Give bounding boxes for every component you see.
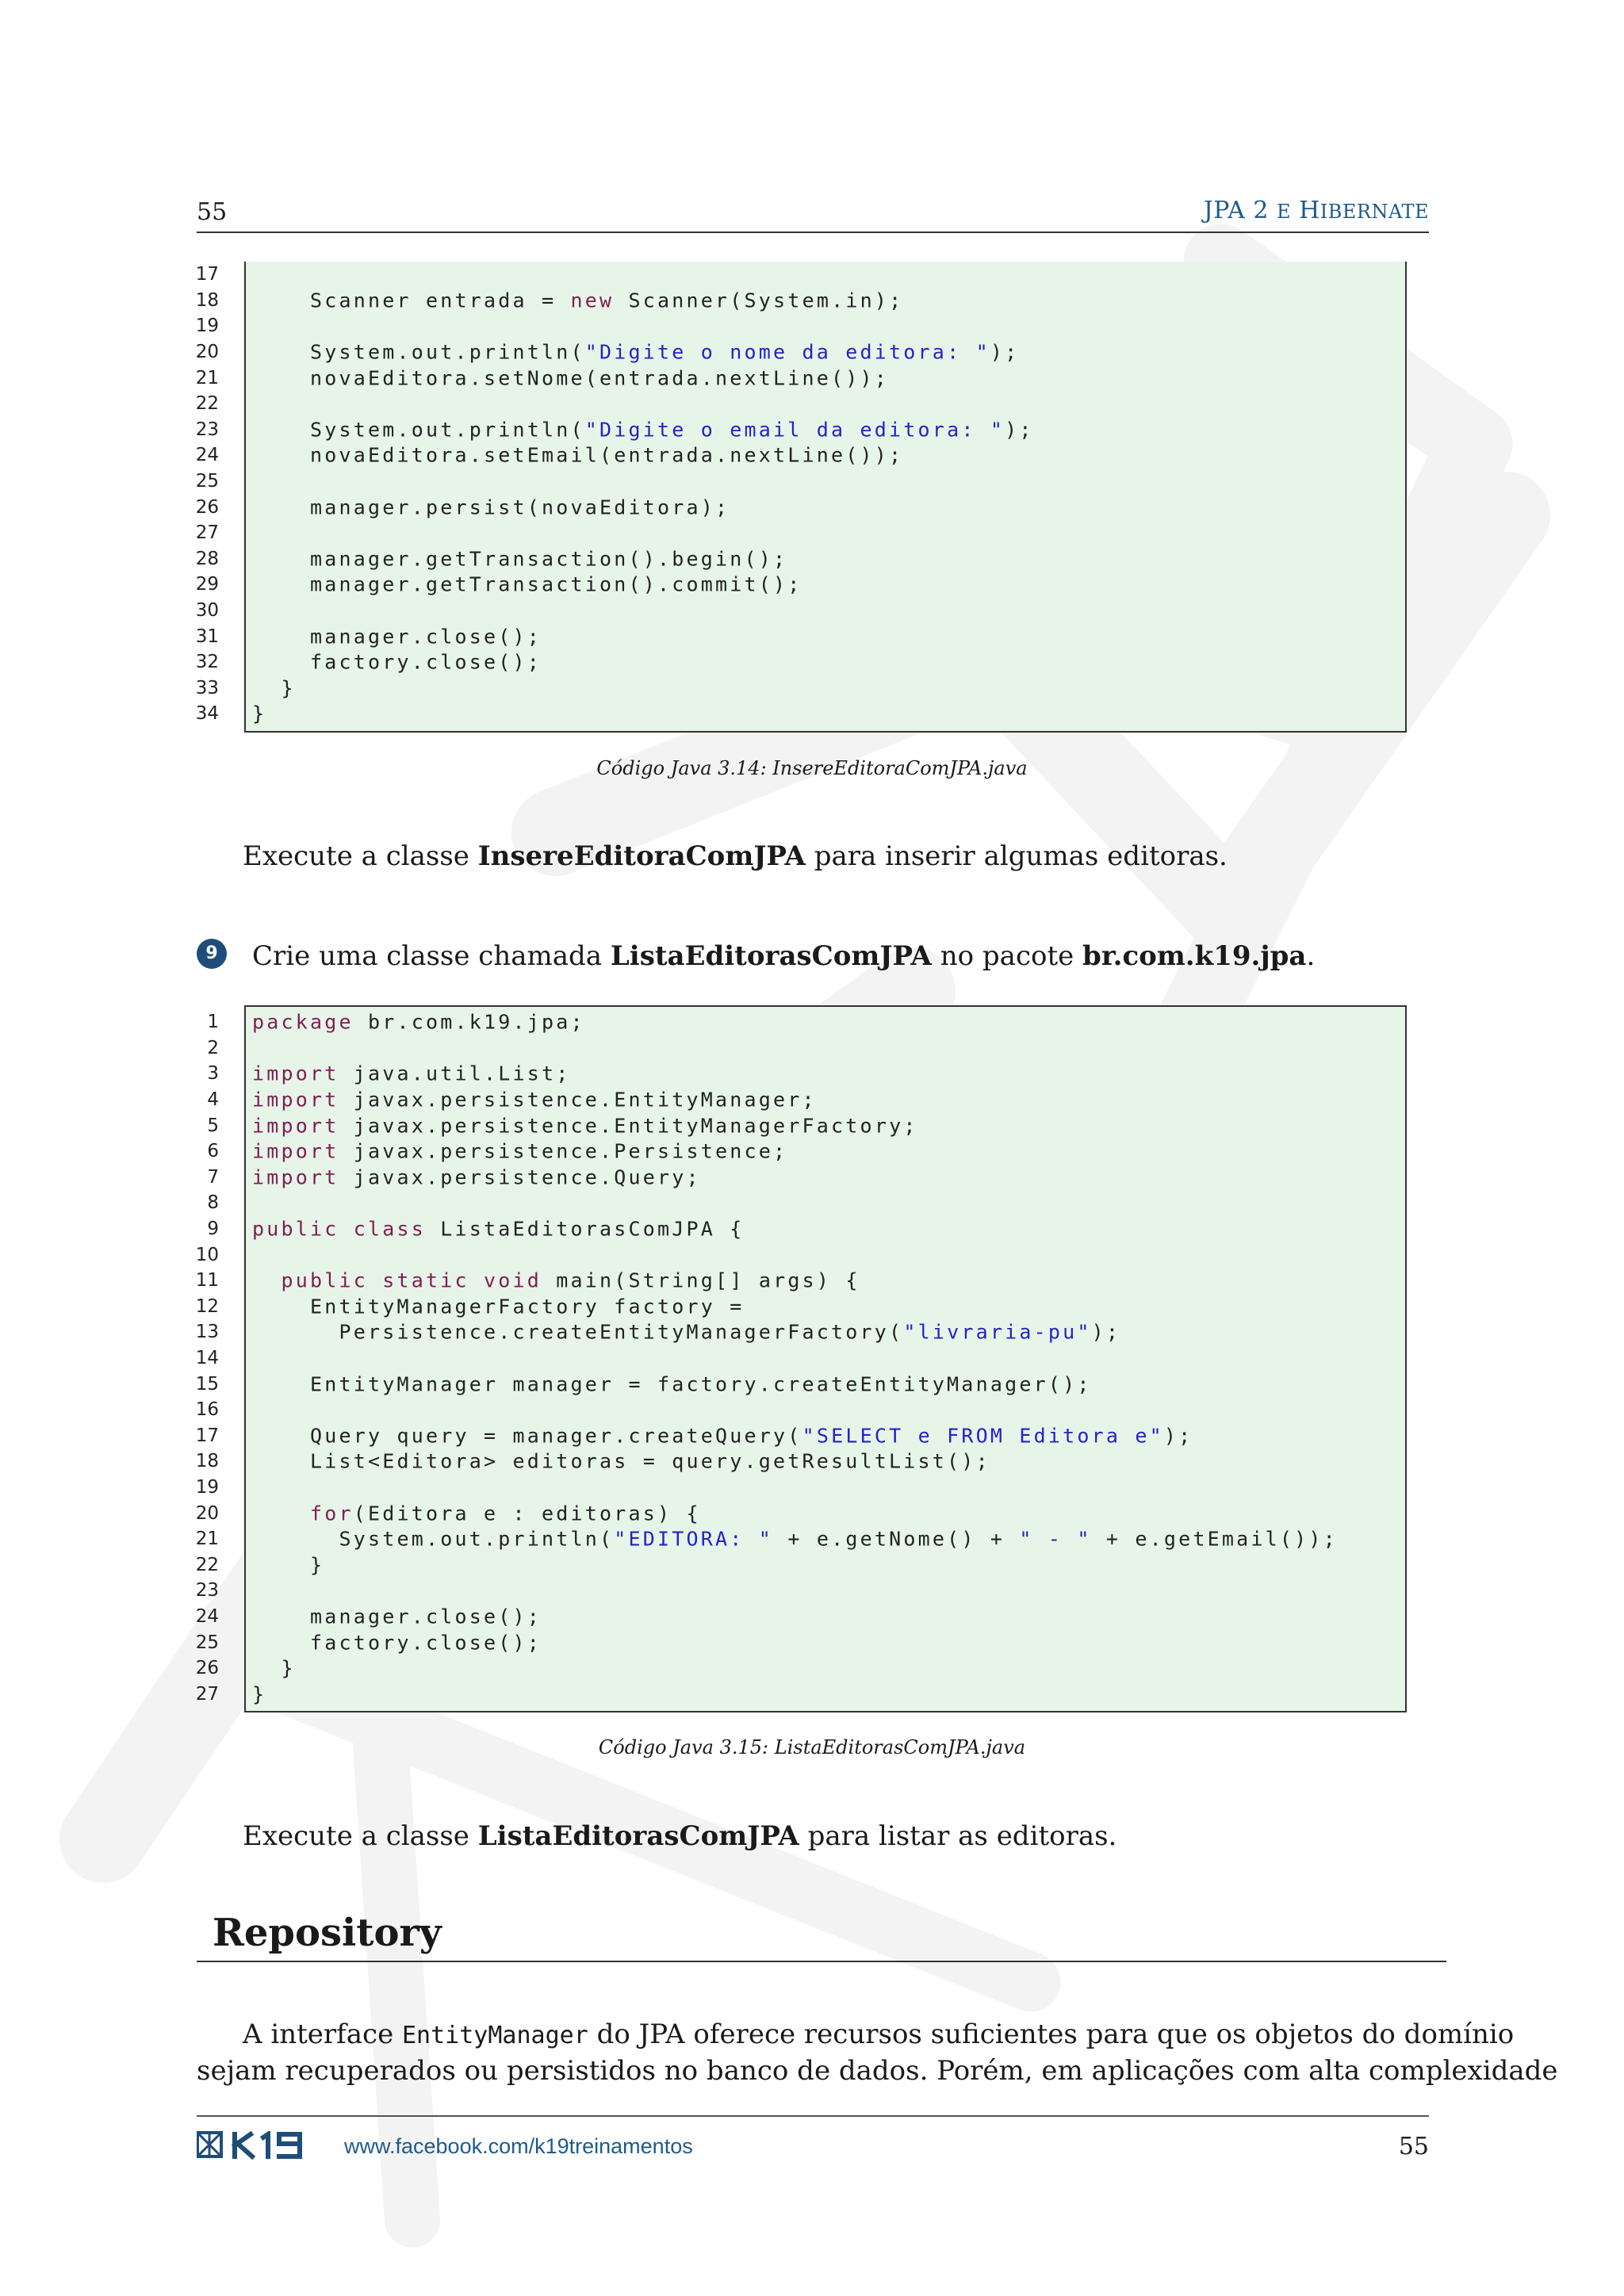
line-number: 18 <box>195 1451 219 1472</box>
code-line <box>190 1345 1408 1372</box>
code-line <box>190 494 1408 520</box>
line-number: 11 <box>195 1270 219 1292</box>
code-line <box>190 469 1408 495</box>
code-text <box>252 1089 817 1112</box>
line-number: 19 <box>195 1476 219 1498</box>
code-text <box>252 496 730 519</box>
code-token: Scanner(System.in); <box>614 289 904 312</box>
code-line <box>190 1112 1408 1138</box>
code-text <box>252 1502 701 1525</box>
code-string: "Digite o nome da editora: " <box>584 340 990 364</box>
code-token: javax.persistence.Persistence; <box>339 1139 788 1163</box>
code-line <box>190 1319 1408 1345</box>
code-keyword: new <box>570 289 615 312</box>
code-token <box>252 1502 310 1525</box>
code-text <box>252 418 1034 441</box>
k19-logo <box>197 2131 324 2163</box>
code-text <box>252 573 802 596</box>
code-token: manager.close(); <box>252 1605 542 1628</box>
code-line <box>190 288 1408 314</box>
code-line <box>190 1035 1408 1062</box>
code-token: factory.close(); <box>252 650 542 674</box>
line-number: 21 <box>195 1529 219 1550</box>
code-token: System.out.println( <box>252 1527 615 1551</box>
code-line <box>190 442 1408 469</box>
code-text <box>252 1218 745 1241</box>
step-number-badge: 9 <box>197 939 227 969</box>
line-number: 20 <box>195 1502 219 1524</box>
line-number: 12 <box>195 1295 219 1317</box>
code-token: main(String[] args) { <box>542 1269 860 1292</box>
line-number: 5 <box>207 1115 219 1136</box>
line-number: 16 <box>195 1399 219 1421</box>
code-text <box>252 1682 266 1705</box>
footer-page-number: 55 <box>1398 2133 1429 2160</box>
code-keyword: public class <box>252 1217 427 1241</box>
code-line <box>190 313 1408 339</box>
section-rule <box>197 1961 1446 1962</box>
code-line <box>190 365 1408 391</box>
header-title: JPA 2 E HIBERNATE <box>1203 197 1429 224</box>
line-number: 32 <box>195 652 219 673</box>
code-token: java.util.List; <box>339 1062 571 1085</box>
code-token: novaEditora.setEmail(entrada.nextLine()); <box>252 443 904 467</box>
line-number: 1 <box>207 1012 219 1033</box>
line-number: 25 <box>195 471 219 492</box>
code-line <box>190 520 1408 546</box>
line-number: 7 <box>207 1166 219 1188</box>
section-title: Repository <box>213 1911 442 1955</box>
code-text <box>252 1295 745 1318</box>
code-token: javax.persistence.EntityManager; <box>339 1088 817 1112</box>
code-text <box>252 341 1019 364</box>
paragraph-repository-line1: A interface EntityManager do JPA oferece recursos suficientes para que os objetos do domínio <box>243 2019 1515 2050</box>
line-number: 19 <box>195 316 219 337</box>
code-text <box>252 289 903 312</box>
code-line <box>190 1061 1408 1087</box>
header-page-number: 55 <box>197 198 228 226</box>
line-number: 22 <box>195 1554 219 1575</box>
code-line <box>190 1655 1408 1682</box>
code-line <box>190 1448 1408 1475</box>
code-line <box>190 1578 1408 1604</box>
code-keyword: for <box>310 1502 354 1525</box>
code-token: Query query = manager.createQuery( <box>252 1424 802 1448</box>
code-line <box>190 1526 1408 1552</box>
code-line <box>190 1552 1408 1578</box>
code-text <box>252 1528 1338 1551</box>
code-keyword: import <box>252 1088 339 1112</box>
code-string: " - " <box>1019 1527 1092 1551</box>
code-text <box>252 651 542 674</box>
line-number: 4 <box>207 1089 219 1111</box>
code-line <box>190 417 1408 443</box>
line-number: 6 <box>207 1141 219 1162</box>
code-line <box>190 262 1408 288</box>
line-number: 17 <box>195 264 219 285</box>
code-keyword: import <box>252 1114 339 1138</box>
paragraph-execute-insere: Execute a classe InsereEditoraComJPA para inserir algumas editoras. <box>243 840 1228 872</box>
code-token: + e.getNome() + <box>773 1527 1020 1551</box>
code-text <box>252 1321 1120 1344</box>
code-token: manager.close(); <box>252 625 542 649</box>
code-token: factory.close(); <box>252 1631 542 1655</box>
line-number: 2 <box>207 1037 219 1058</box>
code-text <box>252 1165 701 1188</box>
line-number: 27 <box>195 522 219 544</box>
code-line <box>190 1629 1408 1655</box>
code-text <box>252 1114 918 1137</box>
code-token: manager.getTransaction().begin(); <box>252 547 788 571</box>
code-line <box>190 649 1408 675</box>
code-text <box>252 1140 787 1163</box>
line-number: 22 <box>195 393 219 415</box>
code-token: EntityManager manager = factory.createEntityManager(); <box>252 1372 1092 1396</box>
code-keyword: import <box>252 1062 339 1085</box>
code-token: } <box>252 676 296 700</box>
code-line <box>190 1190 1408 1216</box>
code-line <box>190 391 1408 417</box>
code-string: "livraria-pu" <box>903 1320 1092 1344</box>
line-number: 24 <box>195 1605 219 1627</box>
code-token: Scanner entrada = <box>252 289 571 312</box>
code-caption-2: Código Java 3.15: ListaEditorasComJPA.java <box>598 1736 1026 1758</box>
code-text <box>252 1372 1092 1395</box>
code-token: EntityManagerFactory factory = <box>252 1295 745 1318</box>
code-token: Persistence.createEntityManagerFactory( <box>252 1320 904 1344</box>
k19-logo-icon <box>197 2131 324 2160</box>
code-line <box>190 1397 1408 1423</box>
code-text <box>252 1631 542 1654</box>
code-token: System.out.println( <box>252 418 585 442</box>
code-token: javax.persistence.Query; <box>339 1165 701 1189</box>
line-number: 27 <box>195 1683 219 1705</box>
code-text <box>252 702 266 725</box>
code-line <box>190 339 1408 365</box>
line-number: 29 <box>195 574 219 595</box>
code-line <box>190 1138 1408 1165</box>
code-keyword: import <box>252 1165 339 1189</box>
code-line <box>190 598 1408 624</box>
line-number: 17 <box>195 1425 219 1446</box>
code-line <box>190 1009 1408 1035</box>
code-line <box>190 546 1408 572</box>
code-block-2 <box>190 1009 1408 1707</box>
code-string: "Digite o email da editora: " <box>584 418 1005 442</box>
line-number: 14 <box>195 1348 219 1369</box>
line-number: 23 <box>195 1580 219 1601</box>
code-token: ); <box>1005 418 1034 442</box>
code-line <box>190 1087 1408 1113</box>
code-token: manager.persist(novaEditora); <box>252 496 730 519</box>
code-line <box>190 623 1408 649</box>
code-token: javax.persistence.EntityManagerFactory; <box>339 1114 918 1138</box>
code-text <box>252 366 889 389</box>
code-token: System.out.println( <box>252 340 585 364</box>
code-line <box>190 701 1408 727</box>
code-token: } <box>252 1553 325 1577</box>
code-token: ); <box>1163 1424 1193 1448</box>
code-text <box>252 1424 1193 1447</box>
header-rule <box>197 232 1429 233</box>
line-number: 9 <box>207 1219 219 1240</box>
line-number: 26 <box>195 1658 219 1679</box>
code-text <box>252 625 542 648</box>
code-text <box>252 1011 585 1034</box>
code-line <box>190 1294 1408 1320</box>
code-line <box>190 1165 1408 1191</box>
line-number: 24 <box>195 445 219 466</box>
code-token: } <box>252 702 267 725</box>
line-number: 15 <box>195 1373 219 1395</box>
code-line <box>190 1681 1408 1707</box>
code-token: ListaEditorasComJPA { <box>426 1217 745 1241</box>
code-token: (Editora e : editoras) { <box>353 1502 701 1525</box>
paragraph-repository-line2: sejam recuperados ou persistidos no banco de dados. Porém, em aplicações com alta complexidade <box>197 2055 1558 2087</box>
line-number: 3 <box>207 1063 219 1085</box>
code-string: "SELECT e FROM Editora e" <box>802 1424 1164 1448</box>
code-string: "EDITORA: " <box>614 1527 774 1551</box>
line-number: 13 <box>195 1322 219 1343</box>
code-token: ); <box>1091 1320 1121 1344</box>
code-line <box>190 675 1408 702</box>
code-line <box>190 1242 1408 1268</box>
code-text <box>252 1269 860 1292</box>
line-number: 28 <box>195 548 219 569</box>
code-line <box>190 1500 1408 1526</box>
code-line <box>190 1216 1408 1242</box>
code-keyword: package <box>252 1010 354 1034</box>
step-instruction: Crie uma classe chamada ListaEditorasComJPA no pacote br.com.k19.jpa. <box>252 940 1316 972</box>
line-number: 8 <box>207 1192 219 1214</box>
code-text <box>252 676 296 699</box>
code-token: List<Editora> editoras = query.getResultList(); <box>252 1449 990 1473</box>
line-number: 25 <box>195 1632 219 1653</box>
line-number: 18 <box>195 289 219 311</box>
paragraph-execute-lista: Execute a classe ListaEditorasComJPA para listar as editoras. <box>243 1820 1117 1852</box>
code-line <box>190 572 1408 598</box>
line-number: 26 <box>195 496 219 518</box>
code-line <box>190 1268 1408 1294</box>
line-number: 33 <box>195 677 219 698</box>
code-token: br.com.k19.jpa; <box>353 1010 585 1034</box>
code-text <box>252 547 787 570</box>
code-text <box>252 444 903 467</box>
line-number: 10 <box>195 1244 219 1265</box>
code-token: manager.getTransaction().commit(); <box>252 572 802 596</box>
code-text <box>252 1553 324 1576</box>
code-line <box>190 1423 1408 1449</box>
footer-rule <box>197 2115 1429 2117</box>
code-line <box>190 1475 1408 1501</box>
line-number: 23 <box>195 419 219 440</box>
code-line <box>190 1371 1408 1397</box>
code-text <box>252 1062 571 1085</box>
code-token: novaEditora.setNome(entrada.nextLine()); <box>252 366 890 390</box>
code-text <box>252 1605 542 1628</box>
code-token: } <box>252 1682 267 1706</box>
code-keyword: public static void <box>281 1269 542 1292</box>
line-number: 31 <box>195 626 219 647</box>
line-number: 20 <box>195 342 219 363</box>
code-token <box>252 1269 282 1292</box>
code-block-1 <box>190 262 1408 727</box>
code-text <box>252 1450 990 1473</box>
code-token: + e.getEmail()); <box>1091 1527 1338 1551</box>
line-number: 21 <box>195 367 219 388</box>
code-caption-1: Código Java 3.14: InsereEditoraComJPA.java <box>596 757 1028 779</box>
code-token: } <box>252 1656 296 1680</box>
line-number: 30 <box>195 600 219 622</box>
facebook-link[interactable]: www.facebook.com/k19treinamentos <box>344 2134 693 2158</box>
code-text <box>252 1657 296 1680</box>
code-token: ); <box>990 340 1020 364</box>
line-number: 34 <box>195 703 219 725</box>
code-keyword: import <box>252 1139 339 1163</box>
code-line <box>190 1604 1408 1630</box>
